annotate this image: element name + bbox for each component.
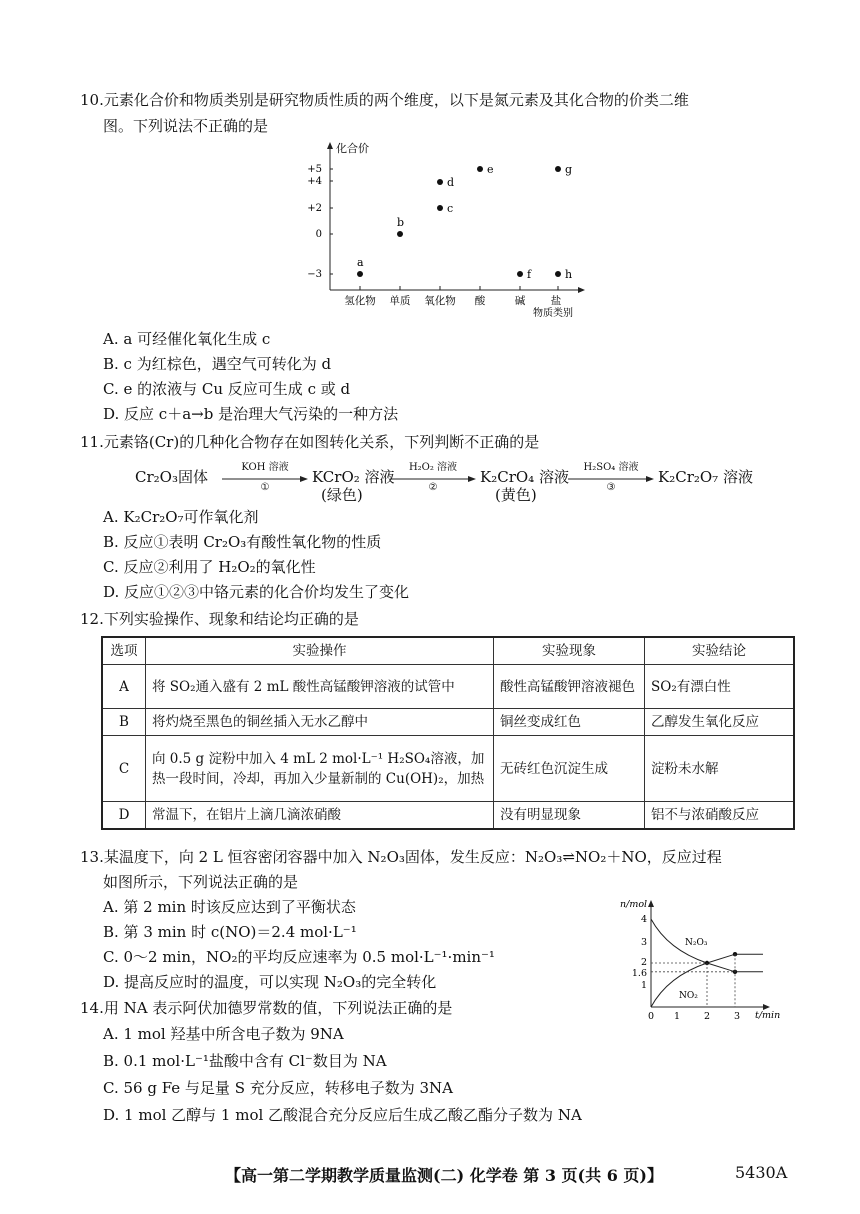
x-tick: 0 (647, 1011, 655, 1020)
q12-stem: 12.下列实验操作、现象和结论均正确的是 (80, 610, 359, 628)
color-yellow: (黄色) (495, 486, 537, 504)
reagent-1: KOH 溶液 (241, 462, 289, 473)
y-ticks (307, 164, 322, 280)
q11-option-a: A. K₂Cr₂O₇可作氧化剂 (103, 508, 259, 526)
y-tick: 1 (640, 980, 647, 991)
row-conclusion: 乙醇发生氧化反应 (645, 709, 795, 736)
x-tick: 碱 (514, 295, 526, 307)
header-phenomenon: 实验现象 (494, 637, 645, 665)
step-2-label: ② (428, 482, 438, 493)
y-tick: 3 (640, 937, 647, 948)
point-f (517, 271, 523, 277)
x-axis-label: 物质类别 (533, 308, 573, 319)
row-operation: 常温下，在铝片上滴几滴浓硝酸 (146, 802, 494, 829)
table-row (102, 802, 794, 829)
x-tick: 氧化物 (424, 295, 456, 307)
q13-option-b: B. 第 3 min 时 c(NO)＝2.4 mol·L⁻¹ (103, 923, 357, 941)
exam-code: 5430A (735, 1163, 788, 1182)
row-option: B (102, 709, 146, 736)
y-tick: +5 (307, 164, 322, 175)
x-tick: 酸 (474, 295, 486, 307)
point-c (437, 205, 443, 211)
x-tick: 盐 (550, 295, 562, 307)
q10-stem-line1: 10.元素化合价和物质类别是研究物质性质的两个维度，以下是氮元素及其化合物的价类二维 (80, 91, 689, 109)
x-axis-label: t/min (755, 1010, 781, 1020)
y-tick: 2 (640, 957, 647, 968)
q10-option-c: C. e 的浓液与 Cu 反应可生成 c 或 d (103, 380, 351, 398)
x-tick: 1 (673, 1011, 681, 1020)
step-3-label: ③ (606, 482, 616, 493)
experiment-table (101, 636, 795, 830)
row-option: D (102, 802, 146, 829)
reagent-2: H₂O₂ 溶液 (408, 462, 458, 473)
row-conclusion: SO₂有漂白性 (645, 665, 795, 709)
row-operation: 将灼烧至黑色的铜丝插入无水乙醇中 (146, 709, 494, 736)
row-phenomenon: 酸性高锰酸钾溶液褪色 (494, 665, 645, 709)
y-tick: 1.6 (631, 968, 647, 979)
row-phenomenon: 无砖红色沉淀生成 (494, 736, 645, 802)
y-tick: +4 (307, 176, 322, 187)
y-tick: +2 (307, 203, 322, 214)
row-operation: 向 0.5 g 淀粉中加入 4 mL 2 mol·L⁻¹ H₂SO₄溶液，加热一段时间，冷却，再加入少量新制的 Cu(OH)₂，加热 (146, 736, 494, 802)
reaction-amount-chart (615, 895, 790, 1020)
y-tick: 4 (640, 914, 647, 925)
valence-category-chart (300, 140, 590, 320)
species-k2cr2o7: K₂Cr₂O₇ 溶液 (658, 468, 753, 486)
point-e (477, 166, 483, 172)
y-axis-label: 化合价 (336, 142, 369, 155)
point-label-a: a (357, 256, 364, 269)
row-operation: 将 SO₂通入盛有 2 mL 酸性高锰酸钾溶液的试管中 (146, 665, 494, 709)
table-header-row (102, 637, 794, 665)
step-1-label: ① (260, 482, 270, 493)
point-label-f: f (527, 268, 532, 281)
reagent-3: H₂SO₄ 溶液 (583, 462, 639, 473)
y-tick: 0 (315, 229, 322, 240)
series-label-n2o3: N₂O₃ (685, 938, 708, 948)
color-green: (绿色) (321, 486, 363, 504)
row-option: C (102, 736, 146, 802)
row-option: A (102, 665, 146, 709)
data-points (357, 163, 572, 281)
point-label-c: c (447, 202, 454, 215)
x-tick: 单质 (389, 295, 411, 307)
q11-option-b: B. 反应①表明 Cr₂O₃有酸性氧化物的性质 (103, 533, 382, 551)
table-row (102, 665, 794, 709)
point-label-h: h (565, 268, 573, 281)
species-cr2o3: Cr₂O₃固体 (135, 468, 208, 486)
q14-stem: 14.用 NA 表示阿伏加德罗常数的值，下列说法正确的是 (80, 999, 453, 1017)
q13-stem-line2: 如图所示，下列说法正确的是 (103, 873, 299, 891)
header-conclusion: 实验结论 (645, 637, 795, 665)
row-conclusion: 淀粉未水解 (645, 736, 795, 802)
q10-option-b: B. c 为红棕色，遇空气可转化为 d (103, 355, 332, 373)
q13-option-a: A. 第 2 min 时该反应达到了平衡状态 (103, 898, 356, 916)
q10-stem-line2: 图。下列说法不正确的是 (103, 117, 269, 135)
q14-option-a: A. 1 mol 羟基中所含电子数为 9NA (103, 1025, 344, 1043)
series-label-no2: NO₂ (679, 991, 698, 1001)
q10-option-d: D. 反应 c＋a→b 是治理大气污染的一种方法 (103, 405, 399, 423)
point-label-e: e (487, 163, 494, 176)
point-label-b: b (397, 216, 405, 229)
q14-option-d: D. 1 mol 乙醇与 1 mol 乙酸混合充分反应后生成乙酸乙酯分子数为 NA (103, 1106, 582, 1124)
table-row (102, 736, 794, 802)
point-label-d: d (447, 176, 455, 189)
q13-option-c: C. 0～2 min，NO₂的平均反应速率为 0.5 mol·L⁻¹·min⁻¹ (103, 948, 495, 966)
row-phenomenon: 没有明显现象 (494, 802, 645, 829)
y-axis-label: n/mol (620, 899, 648, 910)
row-conclusion: 铝不与浓硝酸反应 (645, 802, 795, 829)
point-g (555, 166, 561, 172)
x-tick: 2 (703, 1011, 711, 1020)
point-b (397, 231, 403, 237)
q13-stem-line1: 13.某温度下，向 2 L 恒容密闭容器中加入 N₂O₃固体，发生反应：N₂O₃⇌NO₂＋NO，反应过程 (80, 848, 722, 866)
point-a (357, 271, 363, 277)
chromium-conversion-scheme (135, 458, 775, 502)
series-lines (651, 919, 763, 1007)
x-tick: 3 (733, 1011, 741, 1020)
x-tick: 氢化物 (344, 295, 376, 307)
species-k2cro4: K₂CrO₄ 溶液 (480, 468, 569, 486)
q14-option-b: B. 0.1 mol·L⁻¹盐酸中含有 Cl⁻数目为 NA (103, 1052, 387, 1070)
q11-option-c: C. 反应②利用了 H₂O₂的氧化性 (103, 558, 316, 576)
q14-option-c: C. 56 g Fe 与足量 S 充分反应，转移电子数为 3NA (103, 1079, 454, 1097)
species-kcro2: KCrO₂ 溶液 (312, 468, 395, 486)
point-h (555, 271, 561, 277)
row-phenomenon: 铜丝变成红色 (494, 709, 645, 736)
point-d (437, 179, 443, 185)
point-label-g: g (565, 163, 573, 176)
q13-option-d: D. 提高反应时的温度，可以实现 N₂O₃的完全转化 (103, 973, 437, 991)
page-footer: 【高一第二学期教学质量监测(二) 化学卷 第 3 页(共 6 页)】 (225, 1166, 663, 1185)
header-option: 选项 (102, 637, 146, 665)
q11-option-d: D. 反应①②③中铬元素的化合价均发生了变化 (103, 583, 410, 601)
header-operation: 实验操作 (146, 637, 494, 665)
q10-option-a: A. a 可经催化氧化生成 c (103, 330, 271, 348)
y-tick: −3 (307, 269, 322, 280)
q11-stem: 11.元素铬(Cr)的几种化合物存在如图转化关系，下列判断不正确的是 (80, 433, 540, 451)
table-row (102, 709, 794, 736)
